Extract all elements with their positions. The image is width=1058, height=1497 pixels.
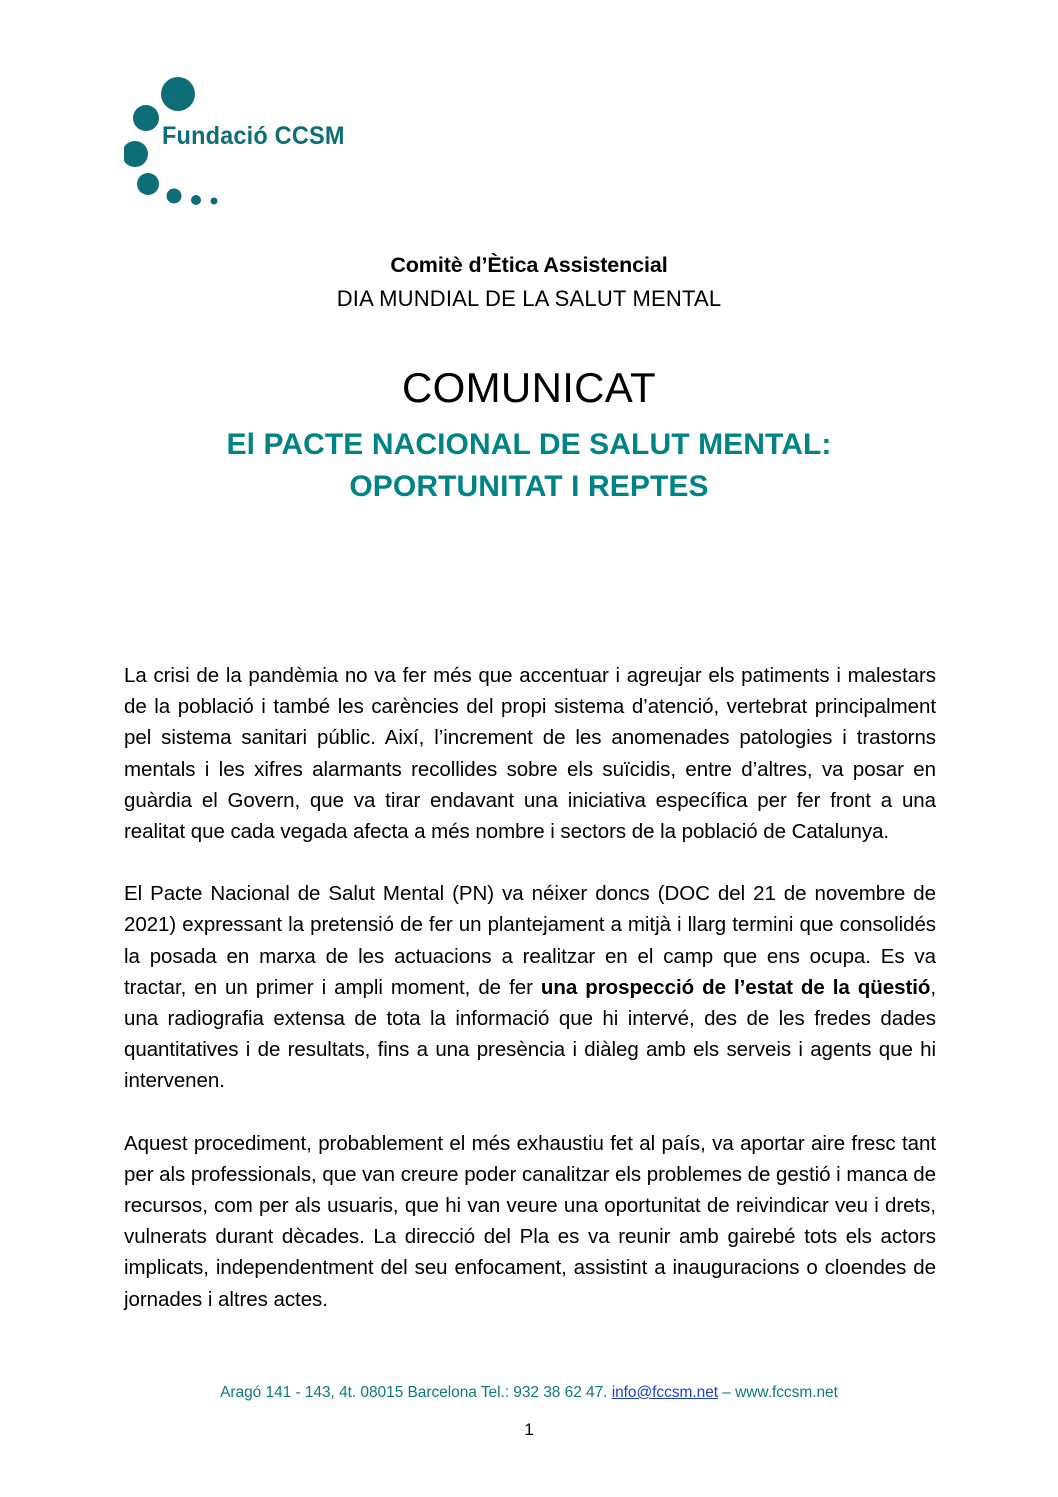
document-type-title: COMUNICAT [402,364,656,411]
paragraph-2-text-before: El Pacte Nacional de Salut Mental (PN) va néixer doncs (DOC del 21 de novembre de 2021) expressant la pretensió de fer un plantejament a mitjà i llarg termini que consolidés la posada en marxa de les actuacions a realitzar en el camp que ens ocupa. Es va tractar, en un primer i ampli moment, de fer [124,882,936,999]
footer-address: Aragó 141 - 143, 4t. 08015 Barcelona Tel.: 932 38 62 47. [220,1384,612,1401]
footer-separator: – [718,1384,736,1401]
page-title [0,424,1058,508]
page-title-line-1: El PACTE NACIONAL DE SALUT MENTAL: [226,428,832,461]
footer-website: www.fccsm.net [735,1384,838,1401]
paragraph-2-emphasis: una prospecció de l’estat de la qüestió [540,975,931,999]
body-paragraph-2 [124,878,936,1096]
event-subtitle: DIA MUNDIAL DE LA SALUT MENTAL [336,286,722,311]
document-body [124,660,936,1315]
page-number: 1 [524,1420,534,1439]
paragraph-2-text-after: , una radiografia extensa de tota la informació que hi intervé, des de les fredes dades quantitatives i de resultats, fins a una presència i diàleg amb els serveis i agents que hi intervenen. [124,975,936,1093]
page-title-line-2: OPORTUNITAT I REPTES [349,470,709,503]
committee-name: Comitè d’Ètica Assistencial [390,253,668,277]
body-paragraph-1: La crisi de la pandèmia no va fer més que accentuar i agreujar els patiments i malestars de la població i també les carències del propi sistema d’atenció, vertebrat principalment pel sistema sanitari públic. Així, l’increment de les anomenades patologies i trastorns mentals i les xifres alarmants recollides sobre els suïcidis, entre d’altres, va posar en guàrdia el Govern, que va tirar endavant una iniciativa específica per fer front a una realitat que cada vegada afecta a més nombre i sectors de la població de Catalunya. [124,664,936,844]
page-footer [0,1384,1058,1402]
logo-wordmark: Fundació CCSM [162,122,345,150]
body-paragraph-3: Aquest procediment, probablement el més exhaustiu fet al país, va aportar aire fresc tant per als professionals, que van creure poder canalitzar els problemes de gestió i manca de recursos, com per als usuaris, que hi van veure una oportunitat de reivindicar veu i drets, vulnerats durant dècades. La direcció del Pla es va reunir amb gairebé tots els actors implicats, independentment del seu enfocament, assistint a inauguracions o cloendes de jornades i altres actes. [124,1131,936,1311]
footer-email-link[interactable]: info@fccsm.net [611,1384,719,1401]
organization-logo [124,72,384,200]
document-header [0,250,1058,508]
